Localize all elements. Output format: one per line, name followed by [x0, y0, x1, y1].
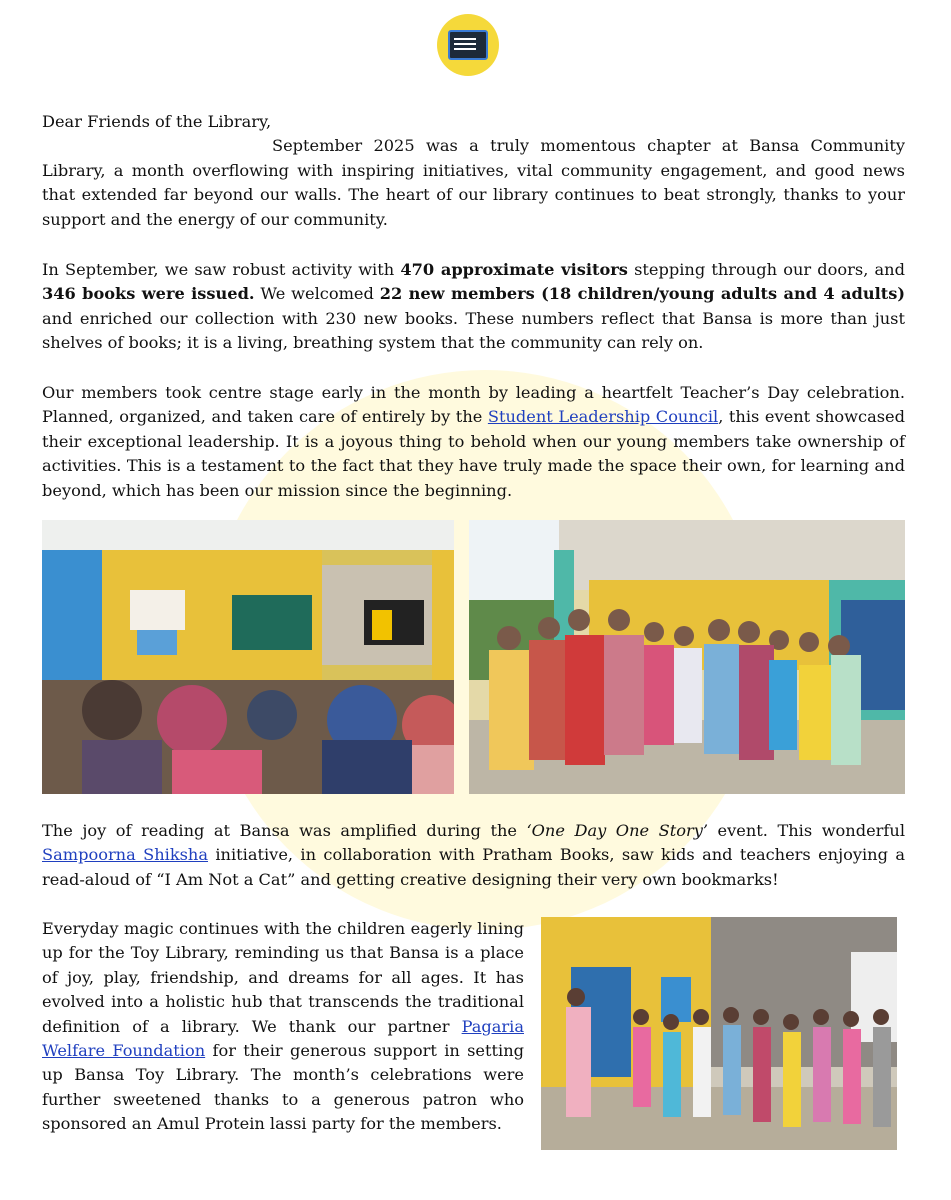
- text: event. This wonderful: [707, 821, 905, 840]
- text: and enriched our collection with 230 new books. These numbers reflect that Bansa is more than just shelves of books; it is a living, breathing system that the community can rely on.: [42, 308, 905, 353]
- photo-toy-library: [541, 917, 897, 1150]
- text: Our members took centre stage early in the month by leading a heartfelt Teacher’s Day celebration. Planned, organized, and taken care of entirely by the: [42, 383, 905, 427]
- text: , this event showcased their exceptional leadership. It is a joyous thing to behold when our young members take ownership of activities. This is a testament to the fact that they have truly made the space their own, for learning and beyond, which has been our mission since the beginning.: [42, 407, 905, 500]
- photo-group: [469, 520, 905, 794]
- library-logo: [437, 14, 499, 76]
- intro-text: September 2025 was a truly momentous chapter at Bansa Community Library, a month overflowing with inspiring initiatives, vital community engagement, and good news that extended far beyond our walls. The heart of our library continues to beat strongly, thanks to your support and the energy of our community.: [42, 136, 905, 229]
- text: The joy of reading at Bansa was amplified during the: [42, 821, 527, 840]
- text: initiative, in collaboration with Pratham Books, saw kids and teachers enjoying a read-aloud of “I Am Not a Cat” and getting creative designing their very own bookmarks!: [42, 845, 905, 889]
- student-leadership-council-link[interactable]: Student Leadership Council: [487, 407, 719, 427]
- text: stepping through our doors, and: [627, 260, 905, 279]
- paragraph-intro: [42, 110, 905, 232]
- greeting: Dear Friends of the Library,: [42, 112, 272, 131]
- new-members: 22 new members (18 children/young adults and 4 adults): [379, 284, 905, 304]
- pagaria-welfare-foundation-link[interactable]: Pagaria Welfare Foundation: [42, 1016, 524, 1061]
- paragraph-stats: [42, 258, 905, 356]
- event-name: ‘One Day One Story’: [526, 821, 708, 840]
- paragraph-teachers-day: [42, 381, 905, 503]
- paragraph-one-day-one-story: [42, 819, 905, 892]
- photo-classroom: [42, 520, 454, 794]
- text: We welcomed: [254, 284, 380, 304]
- text: Everyday magic continues with the children eagerly lining up for the Toy Library, reminding us that Bansa is a place of joy, play, friendship, and dreams for all ages. It has evolved into a holistic hub that transcends the traditional definition of a library. We thank our partner: [42, 919, 524, 1036]
- sampoorna-shiksha-link[interactable]: Sampoorna Shiksha: [42, 845, 209, 865]
- visitor-count: 470 approximate visitors: [400, 260, 628, 279]
- text: In September, we saw robust activity with: [42, 260, 401, 279]
- chalkboard-icon: [448, 30, 488, 60]
- text: for their generous support in setting up Bansa Toy Library. The month’s celebrations were further sweetened thanks to a generous patron who sponsored an Amul Protein lassi party for the members.: [42, 1041, 524, 1134]
- paragraph-toy-library: [42, 917, 524, 1137]
- books-issued: 346 books were issued.: [42, 284, 255, 304]
